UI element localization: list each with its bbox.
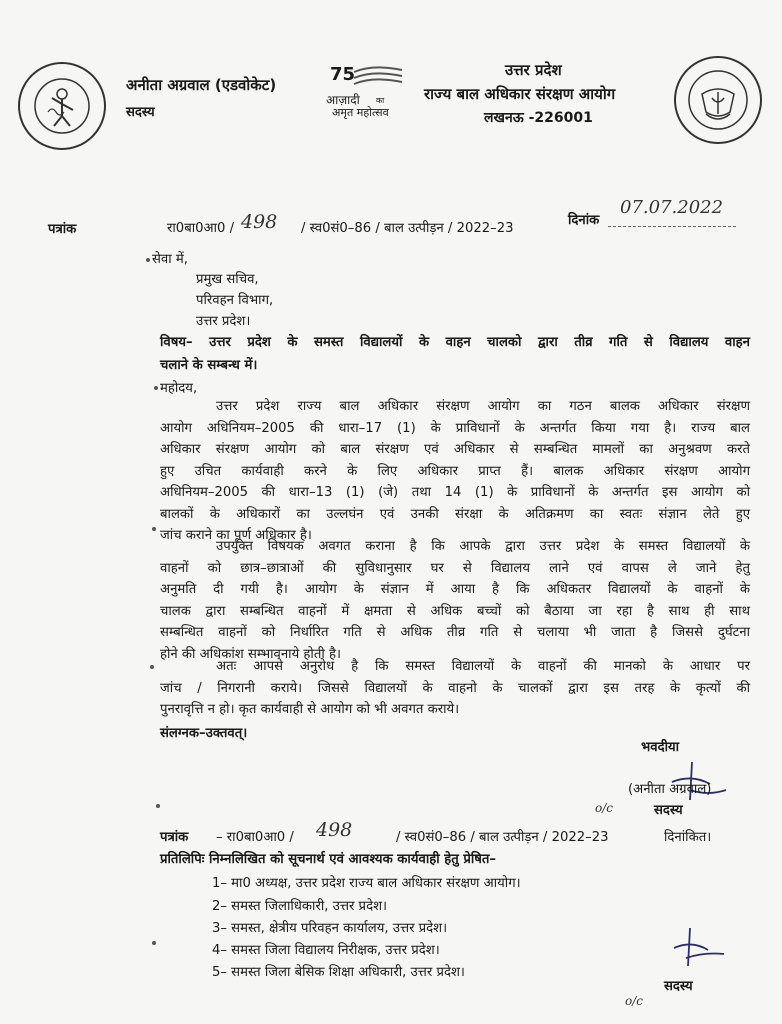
paragraph-line: अधिनियम–2005 की धारा–13 (1) (जे) तथा 14 (1) के प्राविधानों के अन्तर्गत इस आयोग को: [160, 485, 750, 500]
paragraph-line: अनुमति दी गयी है। आयोग के संज्ञान में आया है कि अधिकतर विद्यालयों के वाहनों के: [160, 582, 750, 597]
paragraph-line: होने की अधिकांश सम्भावनाये होती है।: [160, 646, 341, 662]
date-underline: [608, 226, 736, 227]
addressee-line3: उत्तर प्रदेश।: [196, 314, 251, 329]
enclosure: संलग्नक–उक्तवत्।: [160, 726, 248, 741]
bottom-signature-scribble-icon: [664, 926, 728, 972]
copy-reference-label: पत्रांक: [160, 830, 189, 845]
date-value: 07.07.2022: [620, 197, 724, 218]
paragraph-2: [160, 536, 750, 665]
paragraph-line: हुए उचित कार्यवाही करने के लिए अधिकार प्राप्त हैं। बालक अधिकार संरक्षण आयोग: [160, 463, 750, 479]
up-government-emblem-icon: [672, 54, 764, 146]
signature-closing: भवदीया: [641, 740, 680, 755]
reference-prefix: रा0बा0आ0 /: [167, 221, 235, 236]
reference-suffix: / स्व0सं0–86 / बाल उत्पीड़न / 2022–23: [301, 221, 514, 236]
addressee-line2: परिवहन विभाग,: [196, 293, 274, 308]
bottom-signature-title: सदस्य: [664, 979, 693, 994]
copy-to-item: 2– समस्त जिलाधिकारी, उत्तर प्रदेश।: [212, 899, 388, 914]
date-label: दिनांक: [568, 213, 600, 228]
copy-to-item: 4– समस्त जिला विद्यालय निरीक्षक, उत्तर प्रदेश।: [212, 943, 440, 958]
signature-name: (अनीता अग्रवाल): [628, 782, 712, 797]
azadi-logo: [326, 64, 416, 120]
addressee-to: सेवा में,: [152, 252, 188, 267]
member-name: अनीता अग्रवाल (एडवोकेट): [126, 76, 277, 94]
commission-seal-icon: [16, 60, 108, 152]
reference-label: पत्रांक: [48, 222, 77, 237]
paragraph-line: जांच / निगरानी कराये। जिससे विद्यालयों के वाहनो के चालकों द्वारा इस तरह के कृत्यों की: [160, 680, 750, 696]
salutation: महोदय,: [160, 381, 198, 396]
azadi-line2: अमृत महोत्सव: [332, 106, 389, 119]
commission-name: राज्य बाल अधिकार संरक्षण आयोग: [424, 85, 616, 103]
marginal-note-bottom: o/c: [625, 994, 643, 1008]
marginal-note: o/c: [595, 801, 613, 815]
copy-to-item: 1– मा0 अध्यक्ष, उत्तर प्रदेश राज्य बाल अधिकार संरक्षण आयोग।: [212, 876, 521, 891]
subject-line1: विषय– उत्तर प्रदेश के समस्त विद्यालयों के वाहन चालको द्वारा तीव्र गति से विद्यालय वाहन: [160, 335, 750, 350]
paragraph-line: उपर्युक्त विषयक अवगत कराना है कि आपके द्वारा उत्तर प्रदेश के समस्त विद्यालयों के: [216, 539, 750, 554]
paragraph-line: आयोग अधिनियम–2005 की धारा–17 (1) के प्राविधानों के अन्तर्गत किया गया है। राज्य बाल: [160, 420, 750, 436]
azadi-line1: आज़ादी: [326, 93, 360, 107]
copy-to-item: 5– समस्त जिला बेसिक शिक्षा अधिकारी, उत्तर प्रदेश।: [212, 965, 465, 980]
paragraph-line: उत्तर प्रदेश राज्य बाल अधिकार संरक्षण आयोग का गठन बालक अधिकार संरक्षण: [216, 399, 750, 414]
paragraph-line: बालकों के अधिकारों का उल्लघंन एवं उनकी संरक्षा के अतिक्रमण का स्वतः संज्ञान लेते हुए: [160, 506, 750, 522]
paragraph-line: चालक द्वारा सम्बन्धित वाहनों में क्षमता से अधिक बच्चों को बैठाया जा रहा है साथ ही साथ: [160, 603, 750, 619]
paragraph-line: अतः आपसे अनुरोध है कि समस्त विद्यालयों के वाहनों की मानको के आधार पर: [216, 659, 750, 674]
copy-reference-suffix: / स्व0सं0–86 / बाल उत्पीड़न / 2022–23: [396, 830, 609, 845]
paragraph-line: वाहनों को छात्र–छात्राओं की सुविधानुसार घर से विद्यालय लाने एवं वापस ले जाने हेतु: [160, 560, 750, 576]
copy-reference-number: 498: [316, 819, 353, 841]
paragraph-3: [160, 656, 750, 721]
azadi-number: 75: [330, 64, 356, 85]
member-title: सदस्य: [126, 105, 155, 120]
paragraph-line: पुनरावृत्ति न हो। कृत कार्यवाही से आयोग को भी अवगत कराये।: [160, 702, 460, 717]
azadi-ka: का: [376, 96, 385, 105]
subject-line2: चलाने के सम्बन्ध में।: [160, 358, 258, 373]
copy-to-heading: प्रतिलिपिः निम्नलिखित को सूचनार्थ एवं आवश्यक कार्यवाही हेतु प्रेषित–: [160, 852, 497, 867]
paragraph-line: जांच कराने का पूर्ण अधिकार है।: [160, 528, 312, 543]
copy-reference-prefix: – रा0बा0आ0 /: [216, 830, 294, 845]
copy-to-item: 3– समस्त, क्षेत्रीय परिवहन कार्यालय, उत्तर प्रदेश।: [212, 921, 448, 936]
copy-reference-date: दिनांकित।: [664, 830, 712, 845]
addressee-line1: प्रमुख सचिव,: [196, 272, 259, 287]
paragraph-line: सम्बन्धित वाहनों को निर्धारित गति से अधिक तीव्र गति से चलाया भी जाता है जिससे दुर्घटना: [160, 625, 750, 640]
city: लखनऊ -226001: [484, 110, 593, 126]
paragraph-1: [160, 396, 750, 547]
paragraph-line: अधिकार संरक्षण आयोग को बाल संरक्षण एवं अधिकार से सम्बन्धित मामलों का अनुश्रवण करते: [160, 442, 750, 457]
reference-number: 498: [241, 211, 278, 233]
signature-title: सदस्य: [654, 803, 683, 818]
state-name: उत्तर प्रदेश: [505, 61, 562, 79]
